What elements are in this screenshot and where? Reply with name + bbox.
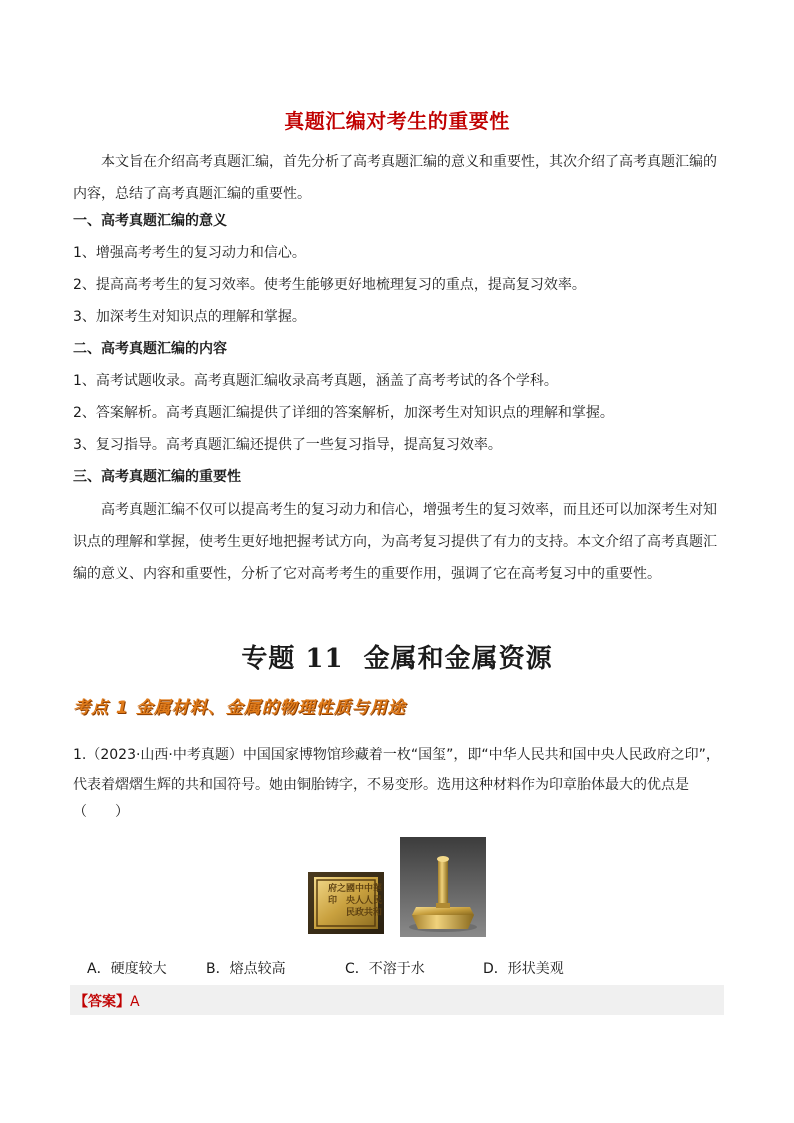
- seal-char: 國中: [346, 884, 365, 894]
- kaodian-heading: 考点 1 金属材料、金属的物理性质与用途: [73, 698, 406, 718]
- option-d[interactable]: D．形状美观: [483, 961, 564, 977]
- section2-heading: 二、高考真题汇编的内容: [73, 341, 227, 357]
- section2-item: 2、答案解析。高考真题汇编提供了详细的答案解析，加深考生对知识点的理解和掌握。: [73, 405, 614, 421]
- section3-paragraph: 高考真题汇编不仅可以提高考生的复习动力和信心，增强考生的复习效率，而且还可以加深考生对知识点的理解和掌握，使考生更好地把握考试方向，为高考复习提供了有力的支持。本文介绍了高考真题汇编的意义、内容和重要性，分析了它对高考考生的重要作用，强调了它在高考复习中的重要性。: [73, 502, 717, 582]
- topic-heading: [0, 638, 794, 675]
- seal-image: [308, 837, 486, 937]
- doc-title: 真题汇编对考生的重要性: [284, 109, 510, 133]
- seal-char: 中華: [364, 884, 383, 894]
- intro-paragraph: 本文旨在介绍高考真题汇编，首先分析了高考真题汇编的意义和重要性，其次介绍了高考真题汇编的内容，总结了高考真题汇编的重要性。: [73, 154, 717, 202]
- seal-figure: [308, 837, 486, 937]
- section3-heading: 三、高考真题汇编的重要性: [73, 469, 241, 485]
- seal-char: 共和: [364, 908, 383, 918]
- question-stem: 1.（2023·山西·中考真题）中国国家博物馆珍藏着一枚“国玺”，即“中华人民共和国中央人民政府之印”，代表着熠熠生辉的共和国符号。她由铜胎铸字，不易变形。选用这种材料作为印章胎体最大的优点是: [73, 747, 720, 793]
- topic-name: 金属和金属资源: [363, 644, 553, 674]
- section2-item: 3、复习指导。高考真题汇编还提供了一些复习指导，提高复习效率。: [73, 437, 502, 453]
- topic-number: 专题 11: [241, 644, 344, 674]
- answer-blank: （ ）: [73, 804, 129, 820]
- section1-heading: 一、高考真题汇编的意义: [73, 213, 227, 229]
- seal-char: 府之: [328, 884, 347, 894]
- option-c[interactable]: C．不溶于水: [345, 961, 425, 977]
- option-a[interactable]: A．硬度较大: [87, 961, 167, 977]
- section2-item: 1、高考试题收录。高考真题汇编收录高考真题，涵盖了高考考试的各个学科。: [73, 373, 558, 389]
- seal-char: 印: [328, 896, 338, 906]
- seal-char: 民政: [346, 908, 365, 918]
- answer-value: A: [130, 994, 140, 1010]
- answer-line: [74, 991, 140, 1011]
- option-b[interactable]: B．熔点较高: [206, 961, 286, 977]
- seal-char: 央人: [346, 896, 365, 906]
- answer-bar: [70, 985, 724, 1015]
- answer-label: 【答案】: [74, 994, 130, 1010]
- section1-item: 2、提高高考考生的复习效率。使考生能够更好地梳理复习的重点，提高复习效率。: [73, 277, 586, 293]
- seal-char: 人民: [364, 896, 383, 906]
- section1-item: 3、加深考生对知识点的理解和掌握。: [73, 309, 306, 325]
- section1-item: 1、增强高考考生的复习动力和信心。: [73, 245, 306, 261]
